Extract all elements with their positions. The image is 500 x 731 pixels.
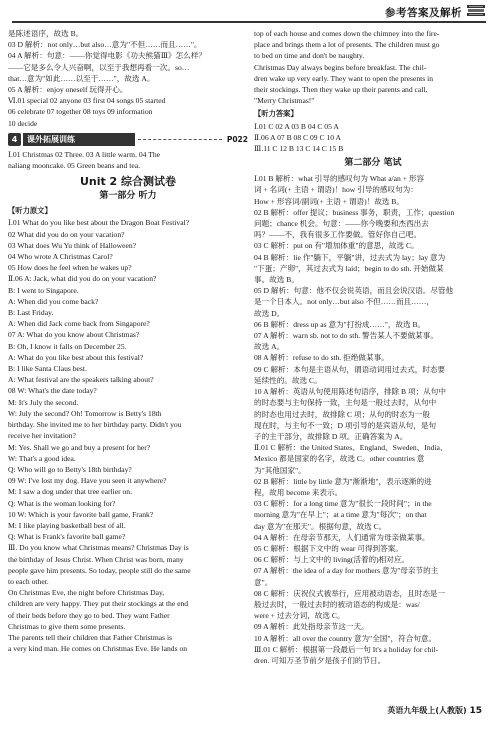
answer-line: 07 A 解析：warn sb. not to do sth. 警告某人不要做某事。 [254, 331, 438, 341]
answer-line: 故选 A。 [254, 342, 285, 352]
page-footer [387, 705, 482, 716]
transcript-line: Q: What is the woman looking for? [8, 498, 116, 508]
answer-line: "下蛋；产卵"，其过去式为 laid；begin to do sth. 开始做某 [254, 263, 444, 273]
section-page-ref: P022 [226, 134, 248, 144]
transcript-line: W: July the second? Oh! Tomorrow is Betty's 18th [8, 408, 162, 418]
page-header [0, 0, 500, 24]
transcript-line: 10 W: Which is your favorite ball game, Frank? [8, 509, 154, 519]
transcript-line: Q: Who will go to Betty's 18th birthday? [8, 464, 132, 474]
answer-line: Ⅰ.01 B 解析：what 引导的感叹句为 What a/an + 形容 [254, 174, 425, 184]
footer-book-title: 英语九年级上(人教版) [387, 706, 467, 715]
answer-label: 【听力答案】 [254, 109, 298, 119]
answer-line: 故选 D。 [254, 308, 285, 318]
listening-passage-continued [254, 28, 492, 106]
answer-line: 06 celebrate 07 together 08 toys 09 information [8, 107, 153, 117]
answer-line: 是陈述语序，故选 B。 [8, 29, 84, 38]
answer-line: Ⅰ.01 Christmas 02 Three. 03 A little warm. 04 The [8, 149, 161, 159]
passage-line: a very kind man. He comes on Christmas Eve. He lands on [8, 644, 188, 654]
answer-line: 04 A 解析：句意：——你觉得电影《功夫熊猫Ⅲ》怎么样？ [8, 51, 207, 61]
written-answers [254, 173, 492, 666]
answer-line: 现在时，与主句不一致；D 项引导的是宾语从句，是句 [254, 420, 437, 430]
answer-line: 事。故选 B。 [254, 275, 299, 285]
transcript-line: M: I saw a dog under that tree earlier on. [8, 487, 132, 497]
answer-line: naliang mooncake. 05 Green beans and tea. [8, 161, 140, 171]
answer-line: 02 B 解析：little by little 意为"渐渐地"，表示逐渐的进 [254, 476, 432, 486]
passage-line: Christmas Day always begins before breakfast. The chil- [254, 62, 427, 72]
header-rule [12, 21, 486, 23]
answer-line: 03 C 解析：for a long time 意为"很长一段时间"；in the [254, 499, 432, 509]
extension-section-bar [8, 133, 248, 146]
listening-answers [254, 121, 492, 155]
answer-line: day 意为"在那天"。根据句意，故选 C。 [254, 521, 387, 531]
transcript-line: Ⅰ.01 What do you like best about the Dragon Boat Festival? [8, 218, 190, 228]
passage-line: On Christmas Eve, the night before Christmas Day, [8, 588, 165, 598]
left-column [8, 28, 248, 654]
answer-line: 05 C 解析：根据下文中的 wear 可得到答案。 [254, 543, 403, 553]
answer-line: 般过去时，一般过去时的被动语态的构成是：was/ [254, 599, 420, 609]
answer-line: 吗？——不，我有很多工作要做。管好你自己吧。 [254, 230, 422, 240]
answer-line: 10 decide [8, 118, 38, 128]
extension-answers [8, 149, 248, 171]
passage-line: their stockings. Then they wake up their parents and call, [254, 85, 428, 95]
page-number: 15 [469, 706, 482, 716]
answer-line: morning 意为"在早上"；at a time 意为"每次"；on that [254, 510, 427, 520]
transcript-line: M: Yes. Shall we go and buy a present for her? [8, 442, 151, 452]
transcript-line: 07 A: What do you know about Christmas? [8, 330, 140, 340]
transcript-line: A: What festival are the speakers talking about? [8, 375, 154, 385]
transcript-line: B: I like Santa Claus best. [8, 364, 87, 374]
answer-line: 10 A 解析：all over the country 意为"全国"，符合句意。 [254, 633, 437, 643]
answer-line: 06 C 解析：与上文中的 living(活着的)相对应。 [254, 555, 410, 565]
answer-line: 06 B 解析：dress up as 意为"打扮成……"，故选 B。 [254, 319, 426, 329]
answer-line: dren. 可知万圣节前夕是孩子们的节日。 [254, 655, 386, 665]
section-title: 课外拓展训练 [23, 133, 135, 146]
answer-line: 问题；chance 机会。句意：——你今晚要和杰西出去 [254, 219, 429, 229]
passage-line: Ⅲ. Do you know what Christmas means? Christmas Day is [8, 543, 189, 553]
answer-line: that…意为"如此……以至于……"，故选 A。 [8, 73, 155, 83]
passage-line: of their beds before they go to bed. They want Father [8, 610, 170, 620]
transcript-line: receive her invitation? [8, 431, 76, 441]
answer-line: 是一个日本人。not only…but also 不但……而且……， [254, 297, 434, 307]
answer-line: 09 A 解析：此处指母亲节这一天。 [254, 622, 369, 632]
transcript-line: 09 W: I've lost my dog. Have you seen it anywhere? [8, 476, 167, 486]
passage-line: the birthday of Jesus Christ. When Christ was born, many [8, 554, 184, 564]
transcript-line: B: I went to Singapore. [8, 285, 79, 295]
transcript-line: 02 What did you do on your vacation? [8, 229, 125, 239]
answer-line: Ⅱ.01 C 解析：the United States、England、Sweden、India、 [254, 443, 448, 453]
passage-line: children are very happy. They put their stockings at the end [8, 599, 189, 609]
transcript-line: 08 W: What's the date today? [8, 386, 97, 396]
part2-title: 第二部分 笔试 [344, 158, 402, 169]
answer-line: Ⅱ.06 A 07 B 08 C 09 C 10 A [254, 132, 342, 142]
answer-line: 05 D 解析：句意：他不仅会说英语，而且会说汉语。尽管他 [254, 286, 454, 296]
answer-line: 的时态要与主句保持一致，主句是一般过去时，从句中 [254, 398, 437, 408]
transcript-label: 【听力原文】 [8, 206, 52, 216]
answer-line: ——它是多么令人兴奋啊，以至于我想再看一次。so… [8, 62, 190, 72]
answer-line: 04 A 解析：在母亲节那天，人们通常为母亲做某事。 [254, 532, 430, 542]
passage-line: dren wake up very early. They want to open the presents in [254, 73, 434, 83]
answer-line: were + 过去分词，故选 C。 [254, 611, 345, 621]
passage-line: to bed on time and don't be naughty. [254, 51, 365, 61]
transcript-line: Ⅱ.06 A: Jack, what did you do on your vacation? [8, 274, 157, 284]
answer-line: 的时态也用过去时，故排除 C 项；从句的时态为一般 [254, 409, 430, 419]
answer-line: Ⅵ.01 special 02 anyone 03 first 04 songs 05 started [8, 96, 166, 106]
answer-line: 09 C 解析：本句是主语从句，谓语动词用过去式，时态要 [254, 364, 446, 374]
transcript-line: B: Last Friday. [8, 308, 54, 318]
transcript-line: A: What do you like best about this festival? [8, 352, 144, 362]
passage-line: The parents tell their children that Father Christmas is [8, 632, 173, 642]
answer-line: 02 B 解析：offer 提议；business 事务，职责，工作；question [254, 207, 455, 217]
book-stack-icon [466, 3, 486, 19]
transcript-line: B: Oh, I know it falls on December 25. [8, 341, 127, 351]
transcript-line: A: When did Jack come back from Singapore? [8, 319, 150, 329]
transcript-line: Q: What is Frank's favorite ball game? [8, 532, 126, 542]
right-column [254, 28, 492, 666]
passage-line: place and brings them a lot of presents. The children must go [254, 40, 440, 50]
transcript-line: 03 What does Wu Yu think of Halloween? [8, 240, 136, 250]
unit-title: Unit 2 综合测试卷 [79, 175, 177, 189]
answer-line: 延续性的。故选 C。 [254, 375, 322, 385]
passage-line: people gave him presents. So today, people still do the same [8, 565, 191, 575]
transcript-line: M: It's July the second. [8, 397, 79, 407]
answer-line: 03 C 解析：put on 有"增加体重"的意思，故选 C。 [254, 241, 419, 251]
answer-line: Ⅰ.01 C 02 A 03 B 04 C 05 A [254, 121, 339, 131]
transcript-line: W: That's a good idea. [8, 453, 76, 463]
listening-passage [8, 542, 248, 654]
answer-line: How + 形容词/副词(+ 主语 + 谓语)！故选 B。 [254, 196, 404, 206]
listening-transcript [8, 217, 248, 542]
transcript-line: 05 How does he feel when he wakes up? [8, 263, 132, 273]
dashed-divider [138, 139, 222, 140]
answer-line: 词 + 名词(+ 主语 + 谓语)！how 引导的感叹句为： [254, 185, 418, 195]
passage-line: to each other. [8, 576, 49, 586]
section-number: 4 [8, 133, 21, 146]
transcript-line: birthday. She invited me to her birthday party. Didn't you [8, 420, 182, 430]
answer-line: 意"。 [254, 577, 273, 587]
header-title: 参考答案及解析 [385, 7, 462, 19]
answer-line: 03 D 解析：not only…but also…意为"不但……而且……"。 [8, 40, 202, 50]
answer-line: 08 C 解析：庆祝仪式被举行，应用被动语态，且时态是一 [254, 588, 446, 598]
answer-line: 子的主干部分，故排除 D 项。正确答案为 A。 [254, 431, 408, 441]
answer-line: Ⅲ.11 C 12 B 13 C 14 C 15 B [254, 144, 344, 154]
previous-answers [8, 28, 248, 129]
answer-line: 10 A 解析：英语从句使用陈述句语序，排除 B 项；从句中 [254, 387, 446, 397]
answer-line: 08 A 解析：refuse to do sth. 拒绝做某事。 [254, 353, 389, 363]
passage-line: top of each house and comes down the chimney into the fire- [254, 29, 440, 38]
answer-line: 程，故用 become 来表示。 [254, 487, 343, 497]
answer-line: 为"其他国家"。 [254, 465, 306, 475]
answer-line: 04 B 解析：lie 作"躺下，平躺"讲，过去式为 lay；lay 意为 [254, 252, 446, 262]
part1-title: 第一部分 听力 [99, 191, 157, 202]
transcript-line: A: When did you come back? [8, 296, 99, 306]
transcript-line: M: I like playing basketball best of all. [8, 520, 126, 530]
answer-line: 05 A 解析：enjoy oneself 玩得开心。 [8, 85, 128, 95]
passage-line: Christmas to give them some presents. [8, 621, 126, 631]
answer-line: Mexico 都是国家的名字，故选 C。other countries 意 [254, 454, 425, 464]
answer-line: Ⅲ.01 C 解析：根据第一段最后一句 It's a holiday for chil- [254, 644, 439, 654]
transcript-line: 04 Who wrote A Christmas Carol? [8, 252, 113, 262]
passage-line: "Merry Christmas!" [254, 96, 315, 106]
answer-line: 07 A 解析：the idea of a day for mothers 意为"母亲节的主 [254, 566, 439, 576]
